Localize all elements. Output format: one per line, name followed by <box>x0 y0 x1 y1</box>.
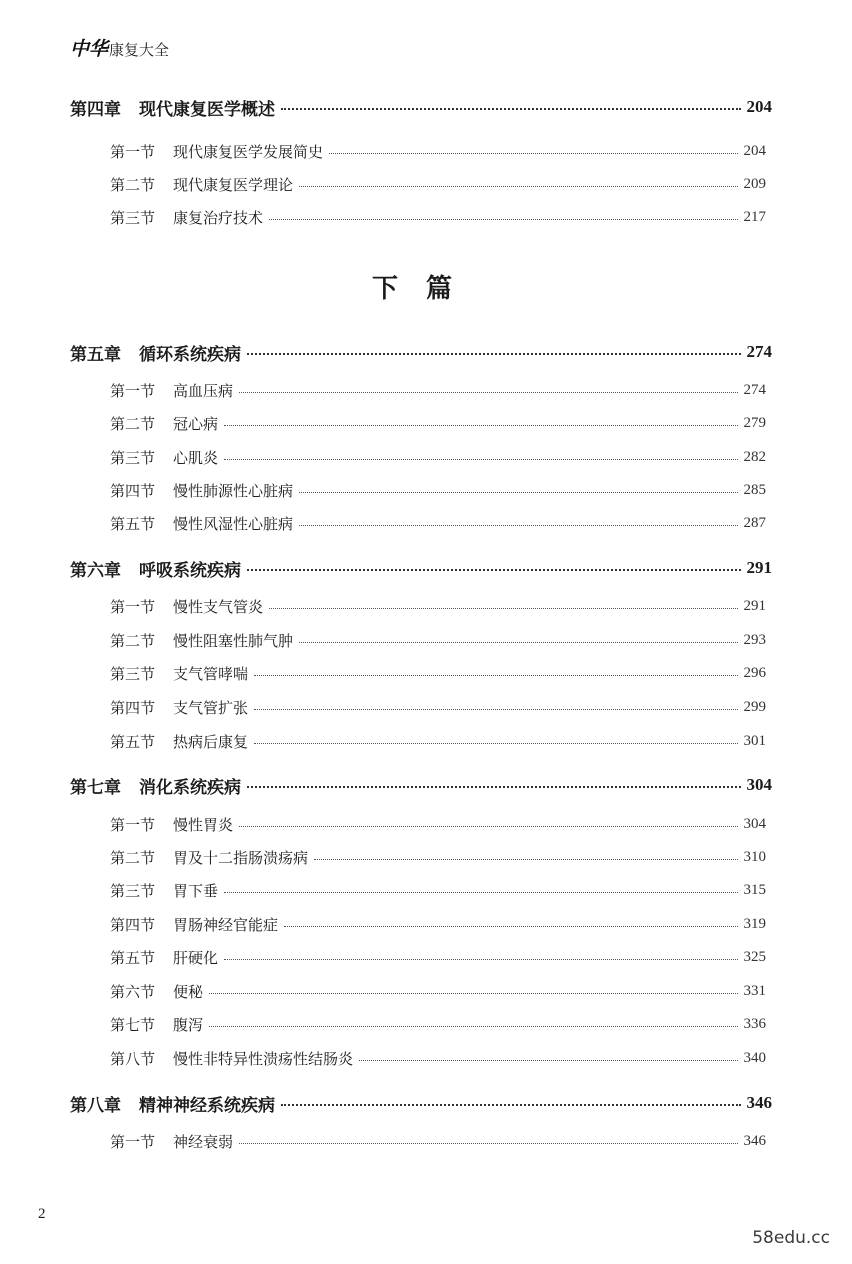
dot-leader <box>247 786 741 788</box>
entry-title: 便秘 <box>173 982 204 1001</box>
toc-section-entry <box>110 595 766 617</box>
page-number: 2 <box>38 1206 46 1222</box>
toc-chapter-entry <box>70 557 772 579</box>
header-subtitle: 康复大全 <box>109 41 170 59</box>
toc-section-entry <box>110 629 766 651</box>
toc-section-entry <box>110 813 766 835</box>
entry-page-number: 331 <box>743 982 766 999</box>
entry-page-number: 336 <box>743 1015 766 1032</box>
entry-label: 第六章 <box>70 560 121 581</box>
entry-title: 腹泻 <box>173 1015 204 1034</box>
dot-leader <box>284 926 737 927</box>
entry-title: 慢性风湿性心脏病 <box>173 514 294 533</box>
entry-label: 第四章 <box>70 99 121 120</box>
running-header <box>70 34 169 61</box>
dot-leader <box>299 186 737 187</box>
entry-page-number: 296 <box>743 664 766 681</box>
entry-title: 高血压病 <box>173 381 234 400</box>
dot-leader <box>299 642 737 643</box>
entry-title: 慢性阻塞性肺气肿 <box>173 631 294 650</box>
entry-page-number: 204 <box>746 97 772 116</box>
dot-leader <box>269 219 737 220</box>
entry-label: 第一节 <box>110 597 156 616</box>
entry-title: 循环系统疾病 <box>139 344 241 365</box>
entry-label: 第五节 <box>110 948 156 967</box>
toc-section-entry <box>110 913 766 935</box>
toc-section-entry <box>110 946 766 968</box>
dot-leader <box>224 425 737 426</box>
entry-title: 呼吸系统疾病 <box>139 560 241 581</box>
entry-page-number: 319 <box>743 915 766 932</box>
entry-page-number: 282 <box>743 448 766 465</box>
dot-leader <box>209 1026 737 1027</box>
toc-section-entry <box>110 879 766 901</box>
entry-page-number: 204 <box>743 142 766 159</box>
entry-label: 第二节 <box>110 175 156 194</box>
entry-title: 冠心病 <box>173 414 219 433</box>
entry-label: 第二节 <box>110 848 156 867</box>
entry-title: 肝硬化 <box>173 948 219 967</box>
entry-page-number: 274 <box>743 381 766 398</box>
entry-title: 现代康复医学理论 <box>173 175 294 194</box>
dot-leader <box>281 108 741 110</box>
dot-leader <box>254 743 737 744</box>
entry-page-number: 304 <box>746 775 772 794</box>
entry-page-number: 299 <box>743 698 766 715</box>
entry-title: 慢性胃炎 <box>173 815 234 834</box>
entry-label: 第七节 <box>110 1015 156 1034</box>
entry-label: 第一节 <box>110 142 156 161</box>
entry-title: 现代康复医学发展简史 <box>173 142 324 161</box>
dot-leader <box>329 153 737 154</box>
entry-label: 第八章 <box>70 1095 121 1116</box>
toc-section-entry <box>110 412 766 434</box>
entry-title: 慢性非特异性溃疡性结肠炎 <box>173 1049 354 1068</box>
entry-page-number: 315 <box>743 881 766 898</box>
dot-leader <box>254 709 737 710</box>
dot-leader <box>359 1060 737 1061</box>
toc-section-entry <box>110 379 766 401</box>
dot-leader <box>239 826 737 827</box>
toc-section-entry <box>110 1013 766 1035</box>
dot-leader <box>247 569 741 571</box>
toc-section-entry <box>110 980 766 1002</box>
toc-section-entry <box>110 730 766 752</box>
dot-leader <box>299 525 737 526</box>
entry-page-number: 346 <box>746 1093 772 1112</box>
dot-leader <box>247 353 741 355</box>
entry-title: 神经衰弱 <box>173 1132 234 1151</box>
entry-title: 康复治疗技术 <box>173 208 264 227</box>
entry-label: 第二节 <box>110 631 156 650</box>
toc-chapter-entry <box>70 96 772 118</box>
dot-leader <box>239 1143 737 1144</box>
entry-page-number: 325 <box>743 948 766 965</box>
dot-leader <box>239 392 737 393</box>
toc-section-entry <box>110 479 766 501</box>
entry-title: 胃及十二指肠溃疡病 <box>173 848 309 867</box>
entry-label: 第三节 <box>110 881 156 900</box>
entry-label: 第四节 <box>110 698 156 717</box>
dot-leader <box>224 892 737 893</box>
entry-label: 第二节 <box>110 414 156 433</box>
entry-label: 第三节 <box>110 448 156 467</box>
entry-page-number: 304 <box>743 815 766 832</box>
entry-label: 第四节 <box>110 915 156 934</box>
toc-section-entry <box>110 696 766 718</box>
entry-label: 第一节 <box>110 815 156 834</box>
dot-leader <box>254 675 737 676</box>
entry-page-number: 279 <box>743 414 766 431</box>
toc-section-entry <box>110 1130 766 1152</box>
entry-label: 第七章 <box>70 777 121 798</box>
entry-page-number: 291 <box>746 558 772 577</box>
entry-label: 第三节 <box>110 208 156 227</box>
entry-label: 第五节 <box>110 732 156 751</box>
entry-title: 现代康复医学概述 <box>139 99 275 120</box>
entry-label: 第六节 <box>110 982 156 1001</box>
dot-leader <box>224 959 737 960</box>
entry-label: 第一节 <box>110 1132 156 1151</box>
toc-section-entry <box>110 1047 766 1069</box>
watermark: 58edu.cc <box>752 1228 830 1248</box>
toc-section-entry <box>110 140 766 162</box>
toc-chapter-entry <box>70 774 772 796</box>
part-title: 下篇 <box>371 274 480 304</box>
toc-section-entry <box>110 206 766 228</box>
entry-page-number: 291 <box>743 597 766 614</box>
entry-page-number: 301 <box>743 732 766 749</box>
entry-title: 慢性肺源性心脏病 <box>173 481 294 500</box>
dot-leader <box>209 993 737 994</box>
toc-chapter-entry <box>70 1092 772 1114</box>
entry-title: 热病后康复 <box>173 732 249 751</box>
entry-page-number: 310 <box>743 848 766 865</box>
entry-title: 胃肠神经官能症 <box>173 915 279 934</box>
toc-chapter-entry <box>70 341 772 363</box>
entry-title: 消化系统疾病 <box>139 777 241 798</box>
dot-leader <box>299 492 737 493</box>
toc-section-entry <box>110 512 766 534</box>
entry-label: 第三节 <box>110 664 156 683</box>
header-brand: 中华 <box>70 38 109 60</box>
entry-page-number: 293 <box>743 631 766 648</box>
entry-label: 第五章 <box>70 344 121 365</box>
dot-leader <box>224 459 737 460</box>
toc-section-entry <box>110 173 766 195</box>
entry-title: 支气管哮喘 <box>173 664 249 683</box>
dot-leader <box>269 608 737 609</box>
dot-leader <box>314 859 737 860</box>
entry-page-number: 274 <box>746 342 772 361</box>
entry-title: 心肌炎 <box>173 448 219 467</box>
entry-label: 第四节 <box>110 481 156 500</box>
entry-page-number: 217 <box>743 208 766 225</box>
dot-leader <box>281 1104 741 1106</box>
entry-page-number: 287 <box>743 514 766 531</box>
entry-title: 胃下垂 <box>173 881 219 900</box>
entry-title: 精神神经系统疾病 <box>139 1095 275 1116</box>
entry-title: 慢性支气管炎 <box>173 597 264 616</box>
entry-page-number: 346 <box>743 1132 766 1149</box>
entry-page-number: 209 <box>743 175 766 192</box>
entry-label: 第五节 <box>110 514 156 533</box>
entry-page-number: 340 <box>743 1049 766 1066</box>
toc-section-entry <box>110 662 766 684</box>
entry-label: 第一节 <box>110 381 156 400</box>
entry-title: 支气管扩张 <box>173 698 249 717</box>
toc-section-entry <box>110 846 766 868</box>
toc-section-entry <box>110 446 766 468</box>
entry-page-number: 285 <box>743 481 766 498</box>
entry-label: 第八节 <box>110 1049 156 1068</box>
